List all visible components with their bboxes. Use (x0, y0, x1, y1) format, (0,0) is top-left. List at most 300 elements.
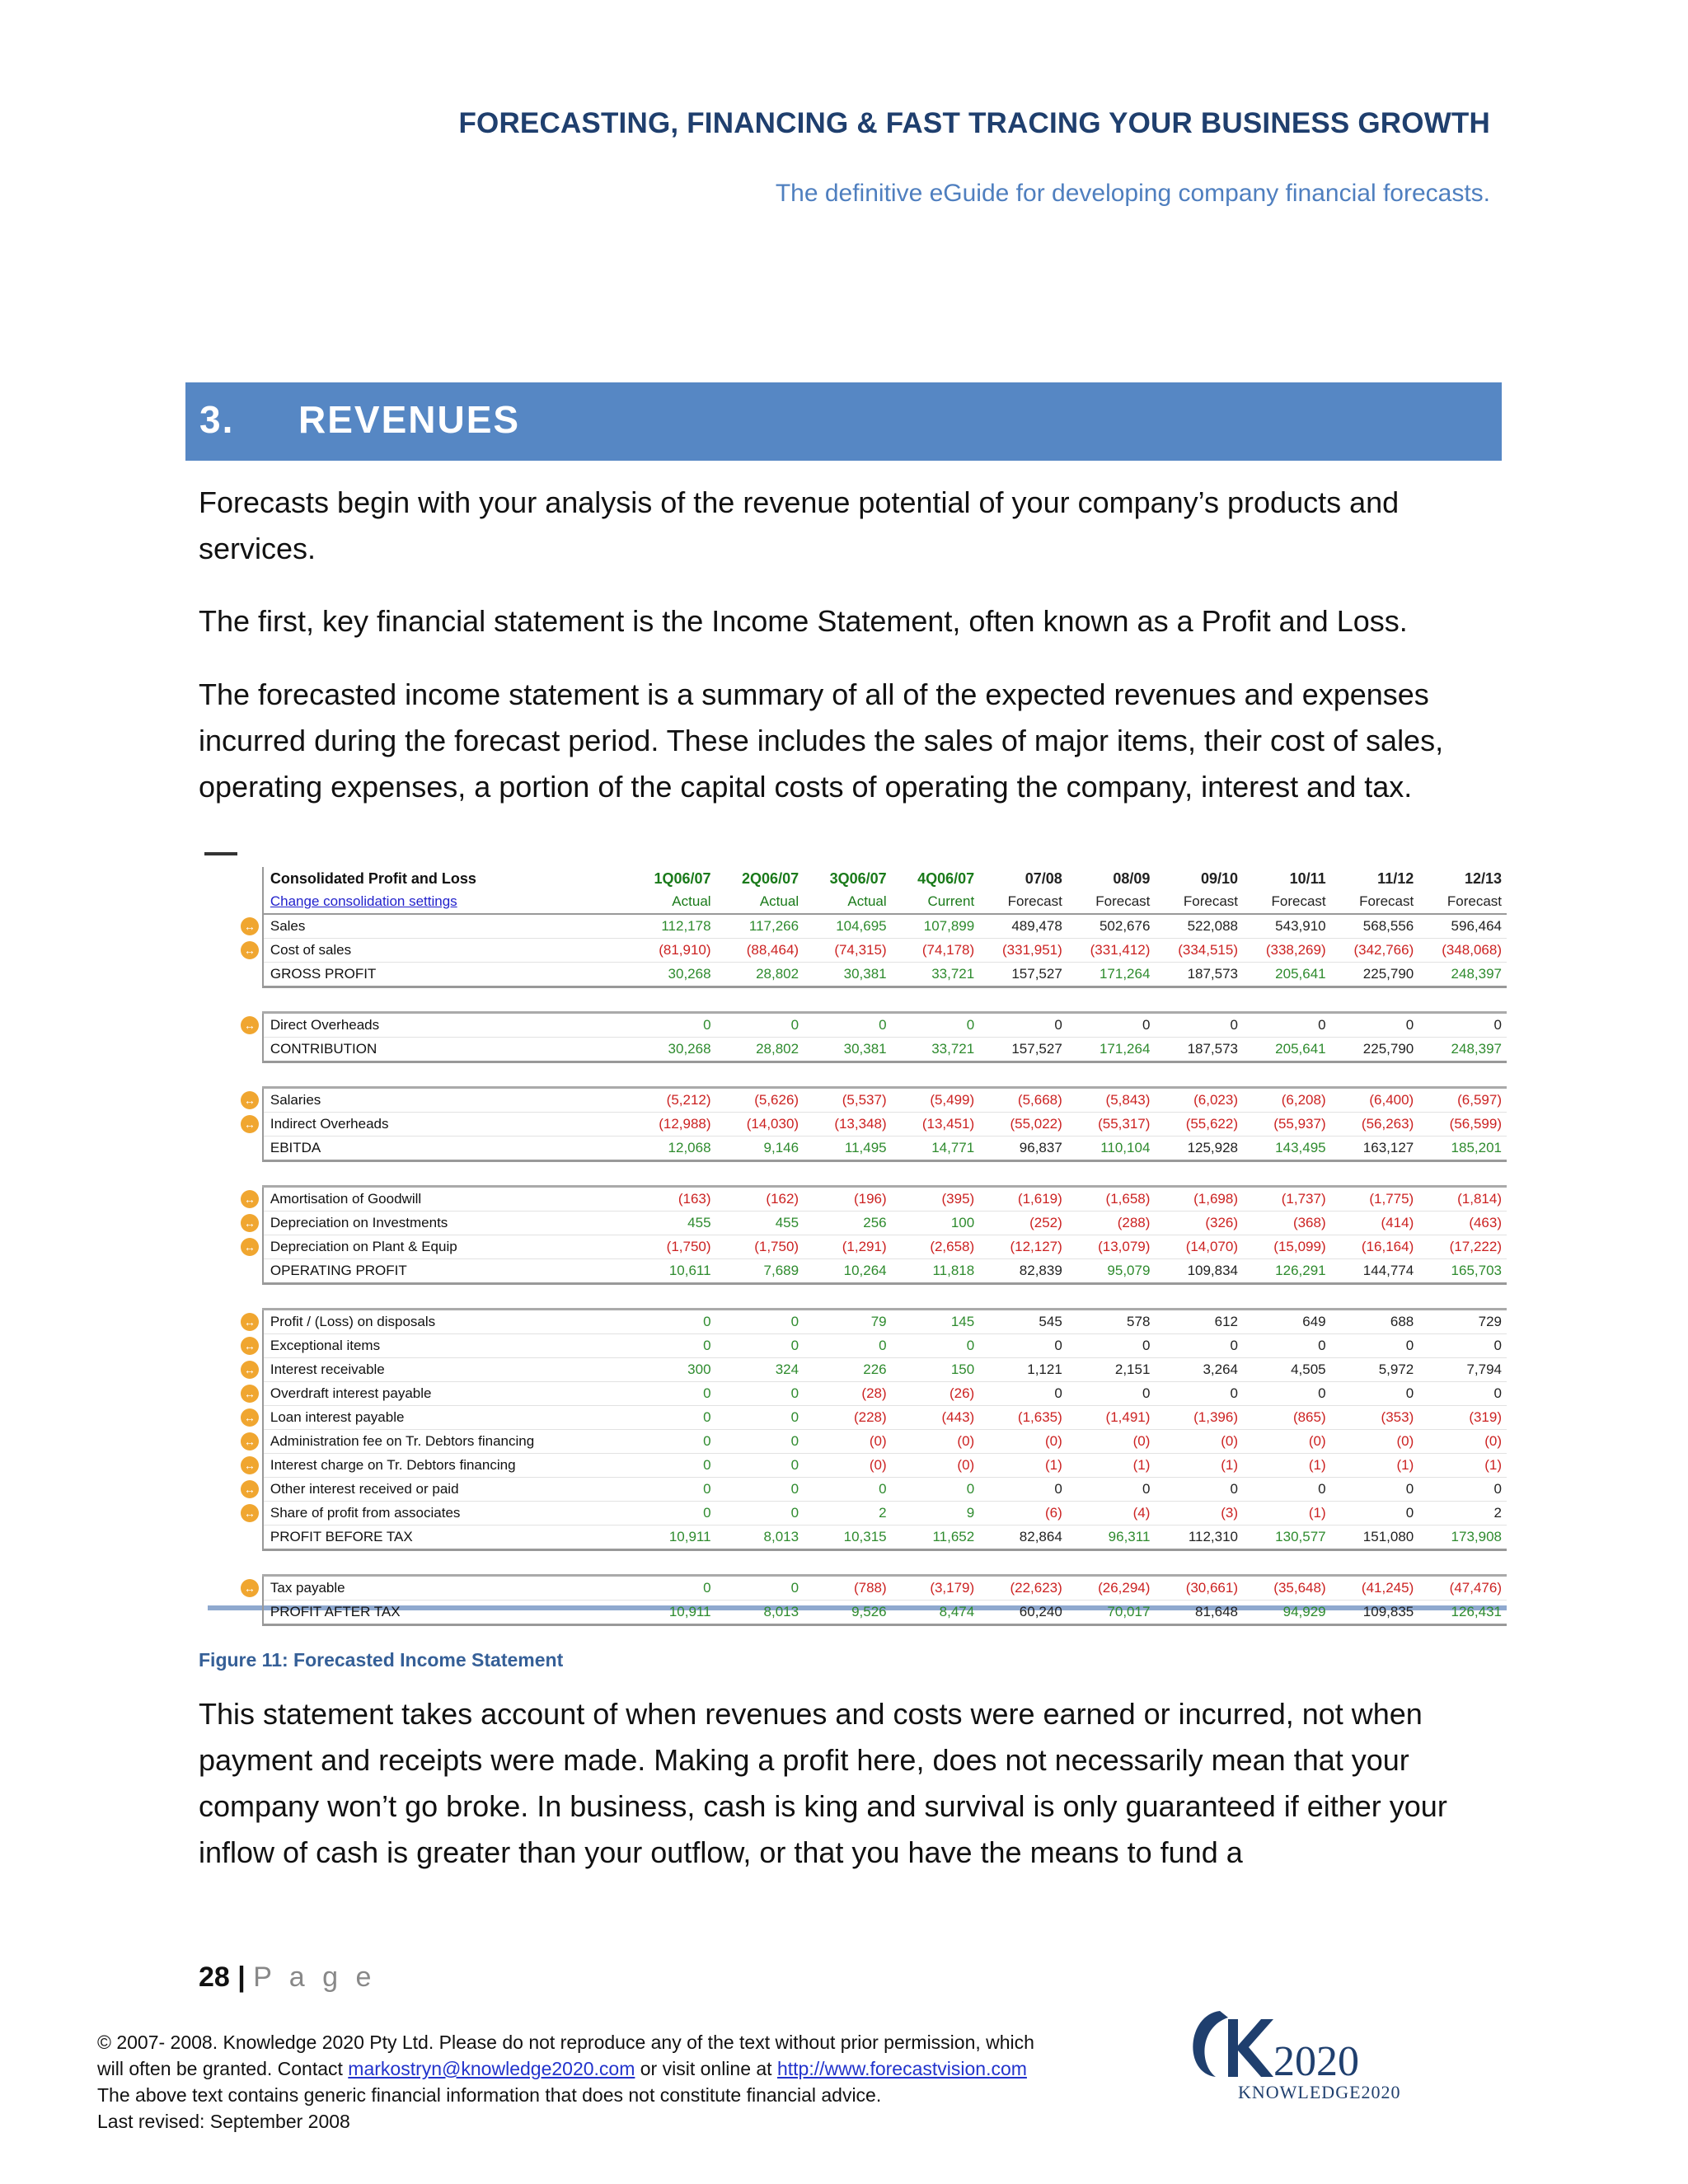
row-value: 30,381 (804, 1038, 892, 1062)
footer-contact-text: will often be granted. Contact (97, 2058, 349, 2079)
row-value: (331,951) (979, 939, 1067, 963)
row-toggle-icon[interactable]: ↔ (241, 1361, 259, 1379)
row-value: (1,750) (628, 1235, 716, 1259)
row-value: (13,451) (892, 1113, 980, 1137)
row-value: 0 (804, 1478, 892, 1502)
row-value: 0 (628, 1502, 716, 1526)
row-label: EBITDA (263, 1137, 628, 1161)
row-value: 578 (1067, 1310, 1156, 1334)
row-value: (353) (1331, 1406, 1419, 1430)
row-value: 0 (716, 1382, 804, 1406)
table-row (237, 1334, 1507, 1358)
table-row (237, 1358, 1507, 1382)
row-value: 0 (979, 1382, 1067, 1406)
row-value: 10,315 (804, 1526, 892, 1550)
row-value: 543,910 (1243, 914, 1331, 939)
table-row (237, 1235, 1507, 1259)
row-value: (12,988) (628, 1113, 716, 1137)
row-value: (1) (1243, 1502, 1331, 1526)
row-value: 0 (716, 1430, 804, 1454)
row-value: 187,573 (1155, 1038, 1243, 1062)
row-value: (81,910) (628, 939, 716, 963)
row-value: 0 (1418, 1334, 1507, 1358)
table-row (237, 1526, 1507, 1550)
row-value: (12,127) (979, 1235, 1067, 1259)
row-value: (1,698) (1155, 1187, 1243, 1212)
row-label: OPERATING PROFIT (263, 1259, 628, 1284)
row-toggle-icon[interactable]: ↔ (241, 1408, 259, 1427)
row-value: 248,397 (1418, 1038, 1507, 1062)
row-value: (1,814) (1418, 1187, 1507, 1212)
row-value: 7,794 (1418, 1358, 1507, 1382)
row-toggle-icon[interactable]: ↔ (241, 1214, 259, 1232)
row-value: (3) (1155, 1502, 1243, 1526)
row-value: 225,790 (1331, 1038, 1419, 1062)
row-value: 109,835 (1331, 1601, 1419, 1625)
row-value: (16,164) (1331, 1235, 1419, 1259)
row-toggle-icon[interactable]: ↔ (241, 1238, 259, 1256)
footer (97, 2029, 1169, 2135)
row-value: 545 (979, 1310, 1067, 1334)
row-label: Direct Overheads (263, 1013, 628, 1038)
row-value: 0 (1243, 1382, 1331, 1406)
group-spacer (237, 987, 1507, 1013)
row-value: (196) (804, 1187, 892, 1212)
table-row (237, 1406, 1507, 1430)
row-value: (463) (1418, 1212, 1507, 1235)
row-value: (414) (1331, 1212, 1419, 1235)
footer-email-link[interactable]: markostryn@knowledge2020.com (348, 2058, 635, 2079)
row-value: 1,121 (979, 1358, 1067, 1382)
table-row (237, 1576, 1507, 1601)
row-value: (22,623) (979, 1576, 1067, 1601)
row-value: 5,972 (1331, 1358, 1419, 1382)
row-value: (1,396) (1155, 1406, 1243, 1430)
table-row (237, 1212, 1507, 1235)
row-value: 455 (628, 1212, 716, 1235)
row-value: (865) (1243, 1406, 1331, 1430)
row-value: (3,179) (892, 1576, 980, 1601)
row-value: (17,222) (1418, 1235, 1507, 1259)
row-value: (55,937) (1243, 1113, 1331, 1137)
row-value: (1) (979, 1454, 1067, 1478)
page-separator: | (237, 1961, 246, 1993)
row-value: 110,104 (1067, 1137, 1156, 1161)
row-value: (28) (804, 1382, 892, 1406)
row-value: 109,834 (1155, 1259, 1243, 1284)
row-label: Amortisation of Goodwill (263, 1187, 628, 1212)
period-header: 08/09 (1113, 869, 1151, 887)
row-value: 187,573 (1155, 963, 1243, 987)
period-header: 10/11 (1289, 869, 1326, 887)
row-value: 205,641 (1243, 963, 1331, 987)
row-value: (4) (1067, 1502, 1156, 1526)
period-type: Forecast (1155, 890, 1243, 914)
row-label: Exceptional items (263, 1334, 628, 1358)
row-value: 226 (804, 1358, 892, 1382)
page-label: P a g e (253, 1961, 377, 1993)
logo-text: KNOWLEDGE2020 (1238, 2082, 1401, 2102)
table-header-types (237, 890, 1507, 914)
row-toggle-icon[interactable]: ↔ (241, 1432, 259, 1451)
row-value: 8,013 (716, 1526, 804, 1550)
row-value: 0 (628, 1576, 716, 1601)
row-value: (5,843) (1067, 1088, 1156, 1113)
row-value: 0 (979, 1334, 1067, 1358)
row-value: (1,635) (979, 1406, 1067, 1430)
period-type: Actual (628, 890, 716, 914)
row-value: 0 (628, 1310, 716, 1334)
row-toggle-icon[interactable]: ↔ (241, 917, 259, 935)
row-value: 11,818 (892, 1259, 980, 1284)
row-value: (1) (1418, 1454, 1507, 1478)
header-subtitle: The definitive eGuide for developing company financial forecasts. (775, 180, 1490, 207)
table-row (237, 1038, 1507, 1062)
period-header: 1Q06/07 (654, 869, 711, 887)
row-value: 33,721 (892, 963, 980, 987)
row-value: 0 (716, 1406, 804, 1430)
table-row (237, 1088, 1507, 1113)
row-label: Salaries (263, 1088, 628, 1113)
row-value: (6,023) (1155, 1088, 1243, 1113)
row-value: 0 (804, 1334, 892, 1358)
row-value: 185,201 (1418, 1137, 1507, 1161)
row-value: (55,317) (1067, 1113, 1156, 1137)
row-value: 0 (804, 1013, 892, 1038)
row-value: (331,412) (1067, 939, 1156, 963)
row-value: 12,068 (628, 1137, 716, 1161)
row-value: 0 (716, 1334, 804, 1358)
row-value: 60,240 (979, 1601, 1067, 1625)
row-value: 0 (716, 1576, 804, 1601)
row-toggle-icon[interactable]: ↔ (241, 1385, 259, 1403)
row-value: (5,626) (716, 1088, 804, 1113)
row-value: (74,178) (892, 939, 980, 963)
row-value: 0 (1418, 1013, 1507, 1038)
table-row (237, 1454, 1507, 1478)
row-label: Other interest received or paid (263, 1478, 628, 1502)
row-value: (342,766) (1331, 939, 1419, 963)
footer-line-3: The above text contains generic financial information that does not constitute financial advice. (97, 2084, 882, 2106)
row-value: 649 (1243, 1310, 1331, 1334)
row-value: 130,577 (1243, 1526, 1331, 1550)
row-value: 0 (716, 1013, 804, 1038)
row-value: (163) (628, 1187, 716, 1212)
row-value: 30,381 (804, 963, 892, 987)
row-value: (0) (804, 1430, 892, 1454)
row-value: 171,264 (1067, 1038, 1156, 1062)
row-value: (5,537) (804, 1088, 892, 1113)
row-value: 157,527 (979, 963, 1067, 987)
row-value: 522,088 (1155, 914, 1243, 939)
row-value: 0 (1155, 1478, 1243, 1502)
row-label: CONTRIBUTION (263, 1038, 628, 1062)
row-value: 11,652 (892, 1526, 980, 1550)
row-value: 248,397 (1418, 963, 1507, 987)
row-value: (288) (1067, 1212, 1156, 1235)
row-toggle-icon[interactable]: ↔ (241, 1456, 259, 1474)
table-row (237, 1430, 1507, 1454)
row-value: (30,661) (1155, 1576, 1243, 1601)
footer-line-2 (97, 2055, 1169, 2082)
paragraph-3: The forecasted income statement is a summary of all of the expected revenues and expenses incurred during the forecast period. These includes the sales of major items, their cost of sales, operating expenses, a portion of the capital costs of operating the company, interest and tax. (199, 677, 1444, 804)
page-number (199, 1961, 376, 1994)
row-value: (368) (1243, 1212, 1331, 1235)
row-value: 112,178 (628, 914, 716, 939)
table-row (237, 1259, 1507, 1284)
row-value: 0 (716, 1454, 804, 1478)
row-toggle-icon[interactable]: ↔ (241, 941, 259, 959)
row-value: 2,151 (1067, 1358, 1156, 1382)
row-value: 0 (628, 1013, 716, 1038)
group-spacer (237, 1161, 1507, 1187)
row-value: 489,478 (979, 914, 1067, 939)
period-type: Actual (716, 890, 804, 914)
row-value: (0) (892, 1430, 980, 1454)
row-value: (1) (1067, 1454, 1156, 1478)
row-value: 95,079 (1067, 1259, 1156, 1284)
row-value: 81,648 (1155, 1601, 1243, 1625)
row-value: (326) (1155, 1212, 1243, 1235)
table-row (237, 1013, 1507, 1038)
row-value: 502,676 (1067, 914, 1156, 939)
row-value: 0 (979, 1013, 1067, 1038)
row-value: 0 (1243, 1013, 1331, 1038)
row-toggle-icon[interactable]: ↔ (241, 1016, 259, 1034)
row-value: 30,268 (628, 1038, 716, 1062)
table-title: Consolidated Profit and Loss (263, 867, 628, 890)
row-label: Interest receivable (263, 1358, 628, 1382)
footer-website-link[interactable]: http://www.forecastvision.com (776, 2058, 1027, 2079)
row-value: (1,658) (1067, 1187, 1156, 1212)
row-value: 0 (1331, 1334, 1419, 1358)
row-value: 28,802 (716, 963, 804, 987)
table-row (237, 1137, 1507, 1161)
knowledge2020-logo (1170, 1994, 1434, 2102)
row-value: (0) (1331, 1430, 1419, 1454)
row-value: 96,311 (1067, 1526, 1156, 1550)
row-value: 28,802 (716, 1038, 804, 1062)
logo-number: 2020 (1273, 2038, 1359, 2085)
row-value: 11,495 (804, 1137, 892, 1161)
row-value: 0 (1243, 1478, 1331, 1502)
row-value: (55,022) (979, 1113, 1067, 1137)
row-value: 0 (628, 1430, 716, 1454)
row-label: Administration fee on Tr. Debtors financing (263, 1430, 628, 1454)
section-title: REVENUES (298, 398, 521, 441)
row-value: 4,505 (1243, 1358, 1331, 1382)
row-value: 0 (628, 1406, 716, 1430)
row-value: 3,264 (1155, 1358, 1243, 1382)
row-value: 163,127 (1331, 1137, 1419, 1161)
row-value: (1,737) (1243, 1187, 1331, 1212)
row-toggle-icon[interactable]: ↔ (241, 1313, 259, 1331)
row-value: (162) (716, 1187, 804, 1212)
row-label: Loan interest payable (263, 1406, 628, 1430)
row-value: 171,264 (1067, 963, 1156, 987)
section-number: 3. (199, 398, 235, 441)
row-value: 0 (1331, 1382, 1419, 1406)
row-value: 117,266 (716, 914, 804, 939)
figure-caption: Figure 11: Forecasted Income Statement (199, 1649, 564, 1671)
row-label: Depreciation on Plant & Equip (263, 1235, 628, 1259)
row-value: (56,263) (1331, 1113, 1419, 1137)
row-value: 79 (804, 1310, 892, 1334)
row-value: (26,294) (1067, 1576, 1156, 1601)
row-value: 0 (716, 1310, 804, 1334)
row-value: 143,495 (1243, 1137, 1331, 1161)
section-heading-bar (185, 382, 1502, 461)
row-toggle-icon[interactable]: ↔ (241, 1504, 259, 1522)
row-value: (443) (892, 1406, 980, 1430)
row-value: 7,689 (716, 1259, 804, 1284)
row-value: (13,348) (804, 1113, 892, 1137)
row-value: (788) (804, 1576, 892, 1601)
row-value: 125,928 (1155, 1137, 1243, 1161)
row-value: 0 (1418, 1478, 1507, 1502)
group-spacer (237, 1062, 1507, 1088)
row-value: 0 (628, 1478, 716, 1502)
row-value: (35,648) (1243, 1576, 1331, 1601)
row-label: Share of profit from associates (263, 1502, 628, 1526)
row-value: 70,017 (1067, 1601, 1156, 1625)
row-value: (5,668) (979, 1088, 1067, 1113)
row-value: 14,771 (892, 1137, 980, 1161)
row-value: (88,464) (716, 939, 804, 963)
row-value: 2 (1418, 1502, 1507, 1526)
row-toggle-icon[interactable]: ↔ (241, 1091, 259, 1109)
row-value: (1,750) (716, 1235, 804, 1259)
row-value: (41,245) (1331, 1576, 1419, 1601)
row-value: (14,070) (1155, 1235, 1243, 1259)
row-value: 0 (1155, 1382, 1243, 1406)
period-type: Forecast (1331, 890, 1419, 914)
row-value: (74,315) (804, 939, 892, 963)
table-row (237, 914, 1507, 939)
row-value: (0) (1243, 1430, 1331, 1454)
table-row (237, 1478, 1507, 1502)
spreadsheet-figure (204, 844, 1507, 1619)
row-toggle-icon[interactable]: ↔ (241, 1480, 259, 1498)
period-type: Forecast (979, 890, 1067, 914)
period-header: 4Q06/07 (917, 869, 975, 887)
row-value: (6,400) (1331, 1088, 1419, 1113)
row-toggle-icon[interactable]: ↔ (241, 1337, 259, 1355)
row-value: 596,464 (1418, 914, 1507, 939)
row-value: 612 (1155, 1310, 1243, 1334)
row-value: 0 (1067, 1478, 1156, 1502)
row-label: GROSS PROFIT (263, 963, 628, 987)
row-value: 225,790 (1331, 963, 1419, 987)
footer-line-4: Last revised: September 2008 (97, 2111, 350, 2132)
row-value: (338,269) (1243, 939, 1331, 963)
row-value: (55,622) (1155, 1113, 1243, 1137)
row-value: 0 (1067, 1382, 1156, 1406)
change-consolidation-settings-link[interactable]: Change consolidation settings (270, 893, 457, 909)
period-header: 07/08 (1025, 869, 1062, 887)
row-toggle-icon[interactable]: ↔ (241, 1190, 259, 1208)
row-value: 0 (1331, 1502, 1419, 1526)
row-value: 8,013 (716, 1601, 804, 1625)
period-type: Forecast (1243, 890, 1331, 914)
row-value: (252) (979, 1212, 1067, 1235)
row-label: Overdraft interest payable (263, 1382, 628, 1406)
table-header-periods (237, 867, 1507, 890)
sheet-corner-line (204, 852, 237, 855)
row-value: (5,212) (628, 1088, 716, 1113)
period-type: Actual (804, 890, 892, 914)
row-value: 9 (892, 1502, 980, 1526)
row-value: (13,079) (1067, 1235, 1156, 1259)
row-value: (47,476) (1418, 1576, 1507, 1601)
row-value: 324 (716, 1358, 804, 1382)
row-value: 112,310 (1155, 1526, 1243, 1550)
row-value: 0 (1067, 1334, 1156, 1358)
row-value: 104,695 (804, 914, 892, 939)
row-value: (348,068) (1418, 939, 1507, 963)
row-value: (1) (1331, 1454, 1419, 1478)
row-value: (0) (804, 1454, 892, 1478)
row-label: PROFIT BEFORE TAX (263, 1526, 628, 1550)
row-value: 173,908 (1418, 1526, 1507, 1550)
row-value: (1) (1155, 1454, 1243, 1478)
paragraph-2: The first, key financial statement is the Income Statement, often known as a Profit and Loss. (199, 604, 1408, 638)
row-value: 33,721 (892, 1038, 980, 1062)
row-value: (2,658) (892, 1235, 980, 1259)
row-value: 300 (628, 1358, 716, 1382)
table-row (237, 1310, 1507, 1334)
row-value: 10,611 (628, 1259, 716, 1284)
row-value: 150 (892, 1358, 980, 1382)
row-label: Tax payable (263, 1576, 628, 1601)
row-label: Cost of sales (263, 939, 628, 963)
row-toggle-icon[interactable]: ↔ (241, 1579, 259, 1597)
row-value: (395) (892, 1187, 980, 1212)
row-label: PROFIT AFTER TAX (263, 1601, 628, 1625)
row-value: 205,641 (1243, 1038, 1331, 1062)
table-row (237, 1187, 1507, 1212)
row-toggle-icon[interactable]: ↔ (241, 1115, 259, 1133)
row-label: Depreciation on Investments (263, 1212, 628, 1235)
row-value: (6,208) (1243, 1088, 1331, 1113)
table-row (237, 939, 1507, 963)
paragraph-1: Forecasts begin with your analysis of the revenue potential of your company’s products and services. (199, 485, 1400, 565)
row-value: (1,491) (1067, 1406, 1156, 1430)
row-value: 568,556 (1331, 914, 1419, 939)
paragraph-4: This statement takes account of when revenues and costs were earned or incurred, not when payment and receipts were made. Making a profit here, does not necessarily mean that your company won’t go broke. In business, cash is king and survival is only guaranteed if either your inflow of cash is greater than your outflow, or that you have the means to fund a (199, 1697, 1447, 1869)
row-value: 10,911 (628, 1601, 716, 1625)
table-row (237, 1382, 1507, 1406)
row-value: (56,599) (1418, 1113, 1507, 1137)
row-value: 0 (1067, 1013, 1156, 1038)
row-value: 0 (628, 1382, 716, 1406)
row-value: (0) (979, 1430, 1067, 1454)
period-header: 11/12 (1377, 869, 1414, 887)
row-value: (0) (1418, 1430, 1507, 1454)
row-value: 10,911 (628, 1526, 716, 1550)
row-label: Interest charge on Tr. Debtors financing (263, 1454, 628, 1478)
period-header: 12/13 (1464, 869, 1502, 887)
row-value: 9,146 (716, 1137, 804, 1161)
row-value: 100 (892, 1212, 980, 1235)
table-row (237, 1601, 1507, 1625)
row-value: 0 (1331, 1013, 1419, 1038)
row-value: (334,515) (1155, 939, 1243, 963)
row-value: (228) (804, 1406, 892, 1430)
period-header: 09/10 (1200, 869, 1239, 887)
row-value: 126,431 (1418, 1601, 1507, 1625)
row-value: 10,264 (804, 1259, 892, 1284)
